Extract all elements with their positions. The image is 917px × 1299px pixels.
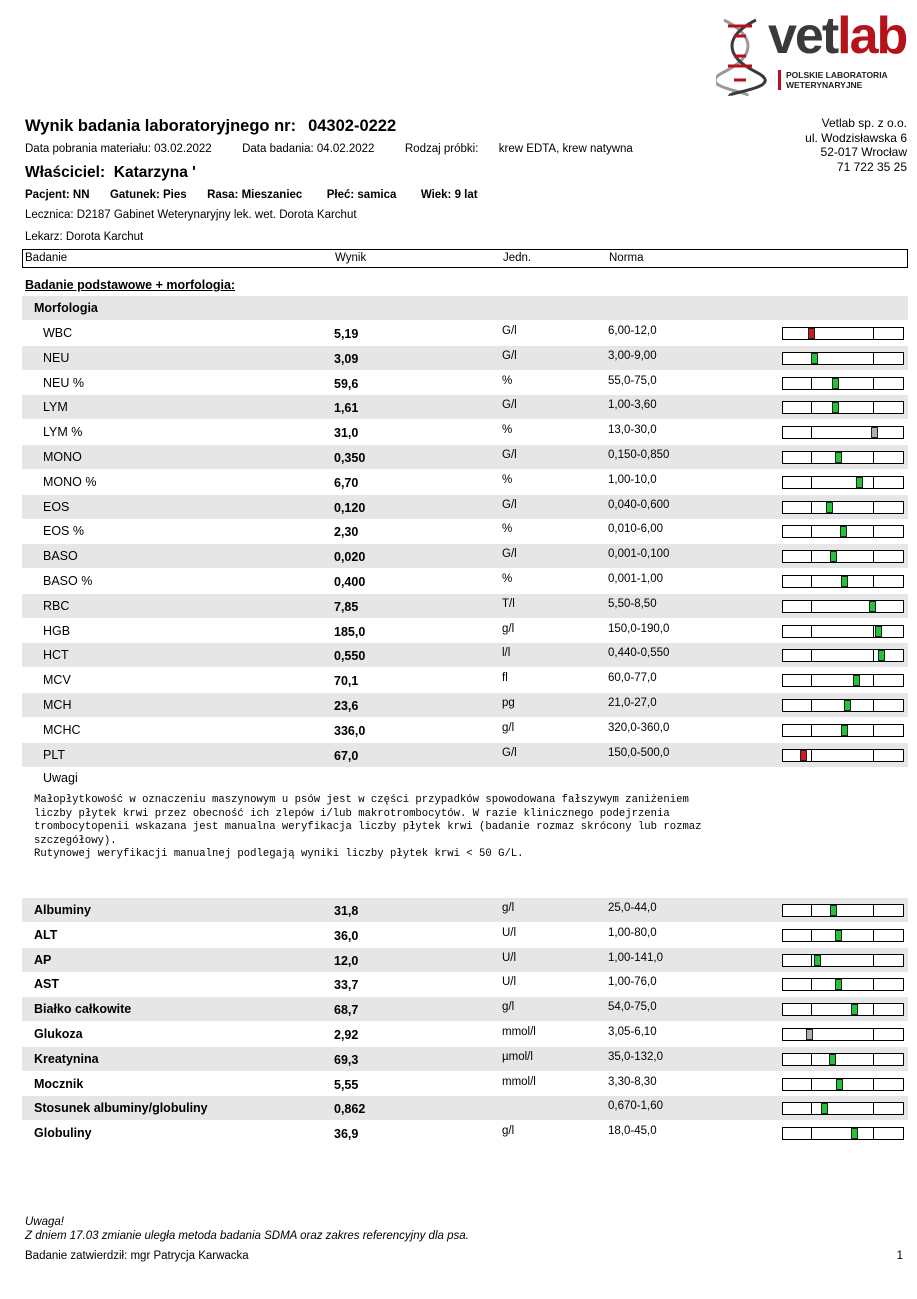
result-marker (851, 1128, 858, 1139)
test-date: Data badania: 04.02.2022 (242, 143, 375, 155)
test-unit: G/l (502, 498, 517, 511)
vetlab-logo (716, 7, 910, 96)
table-row (22, 898, 908, 922)
range-low-tick (811, 1054, 812, 1065)
range-high-tick (873, 700, 874, 711)
test-norm: 13,0-30,0 (608, 424, 657, 437)
test-name: EOS % (43, 524, 84, 539)
test-name: Globuliny (34, 1126, 92, 1141)
test-unit: µmol/l (502, 1050, 533, 1063)
range-high-tick (873, 576, 874, 587)
range-low-tick (811, 750, 812, 761)
table-row (22, 923, 908, 947)
test-norm: 1,00-141,0 (608, 951, 663, 964)
range-high-tick (873, 675, 874, 686)
test-name: WBC (43, 326, 73, 340)
range-low-tick (811, 626, 812, 637)
table-header (22, 249, 908, 268)
notes-label: Uwagi (43, 771, 78, 785)
range-high-tick (873, 452, 874, 463)
test-value: 0,400 (334, 575, 366, 589)
test-value: 31,8 (334, 904, 359, 918)
test-norm: 0,010-6,00 (608, 523, 663, 536)
header-test: Badanie (25, 252, 68, 264)
result-marker (806, 1029, 813, 1040)
range-indicator (782, 575, 904, 588)
range-high-tick (873, 502, 874, 513)
result-marker (800, 750, 807, 761)
test-unit: G/l (502, 349, 517, 362)
test-unit: pg (502, 697, 515, 709)
range-high-tick (873, 477, 874, 488)
result-marker (830, 551, 837, 562)
table-row (22, 495, 908, 519)
test-norm: 0,040-0,600 (608, 498, 670, 511)
test-norm: 320,0-360,0 (608, 721, 670, 734)
test-unit: % (502, 523, 513, 536)
table-row (22, 668, 908, 692)
test-unit: U/l (502, 951, 517, 964)
signature: Badanie zatwierdził: mgr Patrycja Karwacka (25, 1250, 249, 1262)
table-row (22, 371, 908, 395)
range-low-tick (811, 427, 812, 438)
test-unit: g/l (502, 622, 515, 635)
result-marker (878, 650, 885, 661)
test-norm: 35,0-132,0 (608, 1050, 663, 1063)
test-value: 5,55 (334, 1077, 359, 1092)
range-low-tick (811, 1128, 812, 1139)
company-street: ul. Wodzisławska 6 (805, 130, 907, 145)
table-row (22, 594, 908, 618)
test-unit: G/l (502, 746, 517, 759)
header-result: Wynik (335, 252, 367, 264)
range-indicator (782, 550, 904, 563)
test-name: HCT (43, 648, 69, 663)
result-marker (832, 378, 839, 389)
range-low-tick (811, 725, 812, 736)
table-row (22, 519, 908, 543)
test-value: 0,120 (334, 500, 366, 515)
test-name: PLT (43, 747, 65, 762)
test-name: RBC (43, 598, 70, 613)
range-indicator (782, 426, 904, 439)
species: Gatunek: Pies (109, 189, 187, 201)
test-name: BASO % (43, 574, 93, 588)
doctor: Lekarz: Dorota Karchut (25, 231, 144, 243)
result-marker (814, 955, 821, 966)
range-indicator (782, 600, 904, 613)
patient-info (25, 189, 478, 201)
test-value: 5,19 (334, 327, 359, 341)
range-high-tick (873, 551, 874, 562)
range-high-tick (873, 1128, 874, 1139)
test-unit: mmol/l (502, 1075, 536, 1088)
test-name: BASO (43, 549, 78, 564)
range-high-tick (873, 955, 874, 966)
range-high-tick (873, 750, 874, 761)
test-value: 23,6 (334, 699, 359, 713)
test-unit: mmol/l (502, 1026, 536, 1038)
test-value: 31,0 (334, 426, 359, 441)
range-high-tick (873, 1004, 874, 1015)
range-indicator (782, 1003, 904, 1016)
result-marker (811, 353, 818, 364)
test-value: 69,3 (334, 1052, 359, 1067)
range-indicator (782, 649, 904, 662)
range-high-tick (873, 1079, 874, 1090)
test-unit: g/l (502, 1125, 515, 1138)
test-value: 0,862 (334, 1102, 366, 1117)
range-high-tick (873, 725, 874, 736)
test-value: 0,350 (334, 451, 366, 465)
test-unit: l/l (502, 647, 511, 660)
table-row (22, 420, 908, 444)
result-marker (836, 1079, 843, 1090)
test-name: Albuminy (34, 903, 91, 917)
test-value: 12,0 (334, 953, 359, 968)
test-value: 3,09 (334, 351, 359, 366)
table-row (22, 693, 908, 717)
result-marker (840, 526, 847, 537)
test-unit: G/l (502, 548, 517, 561)
test-name: Stosunek albuminy/globuliny (34, 1101, 208, 1116)
range-low-tick (811, 1103, 812, 1114)
test-norm: 60,0-77,0 (608, 672, 657, 685)
range-low-tick (811, 675, 812, 686)
warning-title: Uwaga! (25, 1216, 64, 1228)
test-value: 67,0 (334, 748, 359, 763)
header-unit: Jedn. (503, 252, 532, 264)
clinic: Lecznica: D2187 Gabinet Weterynaryjny lek. wet. Dorota Karchut (25, 209, 357, 221)
range-high-tick (873, 626, 874, 637)
result-marker (835, 452, 842, 463)
test-value: 33,7 (334, 978, 359, 993)
result-marker (829, 1054, 836, 1065)
range-indicator (782, 724, 904, 737)
collection-date: Data pobrania materiału: 03.02.2022 (25, 143, 212, 155)
test-name: MONO % (43, 474, 97, 489)
range-high-tick (873, 1029, 874, 1040)
range-high-tick (873, 930, 874, 941)
test-norm: 0,150-0,850 (608, 449, 670, 461)
table-row (22, 321, 908, 345)
sample-label: Rodzaj próbki: (404, 143, 479, 155)
result-marker (851, 1004, 858, 1015)
test-norm: 1,00-76,0 (608, 976, 657, 989)
test-unit: G/l (502, 399, 517, 412)
sample-type: krew EDTA, krew natywna (498, 143, 633, 155)
test-norm: 18,0-45,0 (608, 1125, 657, 1138)
range-low-tick (811, 979, 812, 990)
test-name: LYM % (43, 425, 83, 440)
range-low-tick (811, 576, 812, 587)
test-name: MONO (43, 450, 82, 464)
test-norm: 55,0-75,0 (608, 374, 657, 387)
owner: Właściciel: Katarzyna ' (25, 164, 196, 181)
test-norm: 150,0-190,0 (608, 622, 670, 635)
range-low-tick (811, 452, 812, 463)
test-value: 7,85 (334, 599, 359, 614)
report-meta (25, 143, 633, 155)
test-name: HGB (43, 623, 71, 638)
range-high-tick (873, 526, 874, 537)
result-marker (835, 979, 842, 990)
test-value: 59,6 (334, 376, 359, 391)
warning-text: Z dniem 17.03 zmianie uległa metoda badania SDMA oraz zakres referencyjny dla psa. (25, 1230, 469, 1242)
test-norm: 54,0-75,0 (608, 1001, 657, 1014)
owner-name: Katarzyna ' (113, 164, 196, 181)
test-unit: g/l (502, 1001, 515, 1014)
range-indicator (782, 929, 904, 942)
range-indicator (782, 501, 904, 514)
test-name: AP (34, 952, 52, 967)
test-norm: 0,440-0,550 (608, 647, 670, 660)
range-high-tick (873, 328, 874, 339)
range-low-tick (811, 477, 812, 488)
result-marker (841, 725, 848, 736)
range-indicator (782, 352, 904, 365)
page-number: 1 (896, 1250, 903, 1262)
test-unit: % (502, 424, 513, 437)
range-indicator (782, 1127, 904, 1140)
test-norm: 6,00-12,0 (608, 325, 657, 337)
test-unit: g/l (502, 902, 515, 914)
range-low-tick (811, 1079, 812, 1090)
table-row (22, 972, 908, 996)
test-name: Mocznik (34, 1076, 84, 1091)
range-high-tick (873, 353, 874, 364)
test-value: 36,9 (334, 1127, 359, 1142)
range-low-tick (811, 930, 812, 941)
range-indicator (782, 1053, 904, 1066)
report-number: 04302-0222 (308, 117, 397, 135)
test-norm: 0,001-1,00 (608, 573, 663, 585)
range-high-tick (873, 1054, 874, 1065)
test-value: 68,7 (334, 1003, 359, 1018)
result-marker (853, 675, 860, 686)
test-norm: 5,50-8,50 (608, 597, 657, 610)
table-row (22, 1121, 908, 1145)
test-unit: % (502, 573, 513, 585)
result-marker (844, 700, 851, 711)
result-marker (856, 477, 863, 488)
test-unit: G/l (502, 325, 517, 337)
test-unit: % (502, 374, 513, 387)
table-row (22, 1096, 908, 1120)
footer-warning (25, 1215, 469, 1243)
test-unit: U/l (502, 926, 517, 939)
test-value: 0,550 (334, 649, 366, 664)
table-row (22, 948, 908, 972)
range-indicator (782, 954, 904, 967)
test-value: 70,1 (334, 674, 359, 689)
test-norm: 1,00-3,60 (608, 399, 657, 412)
range-indicator (782, 377, 904, 390)
result-marker (869, 601, 876, 612)
range-indicator (782, 1028, 904, 1041)
range-low-tick (811, 526, 812, 537)
table-row (22, 619, 908, 643)
test-norm: 3,05-6,10 (608, 1026, 657, 1038)
test-value: 6,70 (334, 475, 359, 490)
test-norm: 0,001-0,100 (608, 548, 670, 561)
result-marker (875, 626, 882, 637)
test-norm: 3,00-9,00 (608, 349, 657, 362)
test-value: 0,020 (334, 550, 366, 565)
test-name: MCH (43, 698, 72, 712)
range-indicator (782, 327, 904, 340)
test-norm: 1,00-10,0 (608, 473, 657, 486)
range-indicator (782, 1102, 904, 1115)
table-row (22, 1022, 908, 1046)
table-row (22, 1047, 908, 1071)
result-marker (835, 930, 842, 941)
table-row (22, 569, 908, 593)
company-address (805, 116, 907, 174)
result-marker (808, 328, 815, 339)
test-value: 1,61 (334, 401, 359, 416)
range-high-tick (873, 1103, 874, 1114)
test-norm: 21,0-27,0 (608, 697, 657, 709)
test-name: EOS (43, 499, 70, 514)
range-indicator (782, 749, 904, 762)
test-unit: fl (502, 672, 508, 685)
age: Wiek: 9 lat (420, 189, 478, 201)
table-row (22, 643, 908, 667)
header-norm: Norma (609, 252, 644, 264)
patient-name: Pacjent: NN (25, 189, 90, 201)
range-indicator (782, 476, 904, 489)
test-unit: % (502, 473, 513, 486)
test-unit: G/l (502, 449, 517, 461)
test-value: 336,0 (334, 723, 366, 738)
test-value: 2,92 (334, 1028, 359, 1042)
range-indicator (782, 625, 904, 638)
test-name: ALT (34, 927, 58, 942)
group-header-morfologia: Morfologia (22, 296, 908, 320)
range-low-tick (811, 378, 812, 389)
range-low-tick (811, 700, 812, 711)
logo-subtitle: POLSKIE LABORATORIA WETERYNARYJNE (778, 70, 888, 90)
table-row (22, 997, 908, 1021)
sex: Płeć: samica (326, 189, 397, 201)
range-low-tick (811, 650, 812, 661)
test-norm: 150,0-500,0 (608, 746, 670, 759)
test-name: NEU % (43, 375, 84, 390)
result-marker (841, 576, 848, 587)
range-low-tick (811, 402, 812, 413)
test-name: MCV (43, 673, 71, 688)
company-name: Vetlab sp. z o.o. (821, 116, 907, 130)
test-unit: g/l (502, 721, 515, 734)
table-row (22, 395, 908, 419)
result-marker (830, 905, 837, 916)
table-row (22, 445, 908, 469)
range-indicator (782, 978, 904, 991)
table-row (22, 470, 908, 494)
test-name: Białko całkowite (34, 1002, 132, 1017)
dna-helix-icon (716, 16, 776, 96)
range-low-tick (811, 955, 812, 966)
table-row (22, 718, 908, 742)
range-high-tick (873, 378, 874, 389)
range-low-tick (811, 502, 812, 513)
test-norm: 25,0-44,0 (608, 902, 657, 914)
table-row (22, 743, 908, 767)
range-indicator (782, 451, 904, 464)
test-name: LYM (43, 400, 68, 415)
company-city: 52-017 Wrocław (820, 145, 907, 159)
test-name: NEU (43, 350, 70, 365)
range-indicator (782, 525, 904, 538)
range-low-tick (811, 905, 812, 916)
test-norm: 3,30-8,30 (608, 1075, 657, 1088)
test-value: 185,0 (334, 624, 366, 639)
test-name: Kreatynina (34, 1051, 99, 1066)
table-row (22, 346, 908, 370)
breed: Rasa: Mieszaniec (207, 189, 303, 201)
test-name: MCHC (43, 722, 81, 737)
test-value: 36,0 (334, 928, 359, 943)
result-marker (832, 402, 839, 413)
range-low-tick (811, 601, 812, 612)
range-low-tick (811, 551, 812, 562)
company-phone: 71 722 35 25 (836, 159, 907, 174)
range-low-tick (811, 1004, 812, 1015)
test-name: Glukoza (34, 1027, 83, 1041)
test-unit: U/l (502, 976, 517, 989)
result-marker (871, 427, 878, 438)
range-high-tick (873, 905, 874, 916)
range-high-tick (873, 650, 874, 661)
range-indicator (782, 1078, 904, 1091)
test-norm: 0,670-1,60 (608, 1100, 663, 1113)
notes-text: Małopłytkowość w oznaczeniu maszynowym u psów jest w części przypadków spowodowana fałszywym zaniżeniem liczby płytek krwi przez obecność ich zlepów i/lub makrotrombocytów. W razie klinicznego podejrzenia trombocytopenii wskazana jest manualna weryfikacja liczby płytek krwi (badanie rozmaz skrócony lub rozmaz szczegółowy). Rutynowej weryfikacji manualnej podlegają wyniki liczby płytek krwi < 50 G/L. (34, 794, 702, 861)
test-norm: 1,00-80,0 (608, 926, 657, 939)
range-high-tick (873, 979, 874, 990)
report-title: Wynik badania laboratoryjnego nr: 04302-0222 (25, 117, 397, 135)
table-row (22, 1072, 908, 1096)
test-unit: T/l (502, 597, 515, 610)
table-row (22, 544, 908, 568)
range-high-tick (873, 402, 874, 413)
section-title: Badanie podstawowe + morfologia: (25, 278, 236, 292)
range-indicator (782, 699, 904, 712)
range-indicator (782, 401, 904, 414)
range-indicator (782, 674, 904, 687)
test-value: 2,30 (334, 525, 359, 540)
result-marker (826, 502, 833, 513)
test-name: AST (34, 977, 59, 992)
result-marker (821, 1103, 828, 1114)
range-indicator (782, 904, 904, 917)
logo-wordmark: vetlab (768, 7, 907, 65)
